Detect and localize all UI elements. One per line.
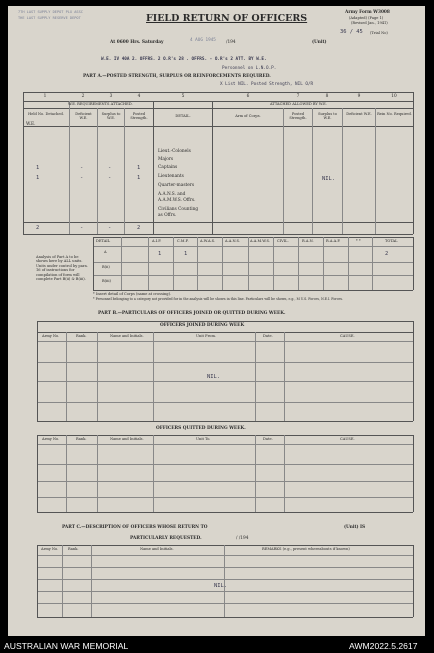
footer-source: AUSTRALIAN WAR MEMORIAL [4, 641, 129, 651]
part-b-title: PART B.—PARTICULARS OF OFFICERS JOINED OR QUITTED DURING WEEK. [98, 311, 286, 316]
detail-value-cmf: 1 [184, 251, 188, 257]
detail-heading: CIVIL. [277, 239, 289, 243]
footnote: * Personnel belonging to a category not provided for in the analysis will be shown in this line. Particulars will be shown, e.g., M U.S. Forces, N.E.I. Forces. [93, 297, 344, 301]
att-group-heading: ATTACHED ALLOWED BY W.E. [270, 102, 327, 106]
col-number: 10 [391, 94, 397, 99]
rank-label: as Offrs. [158, 213, 177, 218]
form-adapted: (Adapted) (Page 1) [349, 16, 384, 20]
form-number: 36 / 45 [340, 29, 363, 35]
detail-heading: A.W.A.S. [200, 239, 216, 243]
joined-col-heading: Name and Initials. [110, 334, 144, 338]
total-value: 2 [137, 225, 141, 231]
date-stamp: 4 AUG 1945 [190, 38, 216, 43]
quitted-col-heading: Unit To. [196, 437, 211, 441]
joined-nil: NIL. [207, 374, 220, 380]
joined-col-heading: Unit From. [196, 334, 217, 338]
nil-mark: NIL. [322, 176, 335, 182]
total-value: - [108, 225, 112, 231]
part-c-title: PART C.—DESCRIPTION OF OFFICERS WHOSE RETURN TO [62, 525, 208, 530]
part-c-subtitle: PARTICULARLY REQUESTED. [130, 536, 202, 541]
detail-heading: A.I.F. [152, 239, 162, 243]
quitted-col-heading: Date. [263, 437, 273, 441]
form-number-note: (Trial No) [370, 31, 388, 35]
col-number: 5 [181, 94, 185, 99]
detail-heading: TOTAL [385, 239, 398, 243]
detail-row-label: B(iii) [102, 279, 111, 283]
col-heading: Rein No. Required. [377, 112, 412, 116]
detail-heading: R.A.N. [302, 239, 314, 243]
joined-col-heading: Rank. [76, 334, 87, 338]
col-number: 9 [357, 94, 361, 99]
part-c-col-heading: REMARKS (e.g., present whereabouts if known) [262, 547, 350, 551]
detail-heading: R.A.A.F. [326, 239, 341, 243]
col-number: 3 [109, 94, 113, 99]
rank-label: A.A.M.W.S. Offrs. [158, 198, 196, 203]
quitted-col-heading: Name and Initials. [110, 437, 144, 441]
part-c-col-heading: Rank. [68, 547, 79, 551]
detail-note: Analysis of Part A to be shown here by ALL units. Units under control by para. 16 of instructions for compilation of form will complete Part B(ii) & B(iii). [36, 255, 88, 282]
col-number: 2 [81, 94, 85, 99]
rank-label: Quarter-masters [158, 183, 195, 188]
joined-col-heading: CAUSE. [340, 334, 355, 338]
col-heading: Posted Strength. [130, 112, 148, 120]
joined-col-heading: Date. [263, 334, 273, 338]
col-heading: Surplus to W.E. [318, 112, 337, 120]
row-value: 1 [36, 165, 40, 171]
col-number: 1 [43, 94, 47, 99]
rank-label: A.A.N.S. and [158, 192, 186, 197]
row-value: - [108, 175, 112, 181]
col-heading: Deficient W.E. [75, 112, 92, 120]
detail-row-label: A [104, 250, 107, 254]
row-value: - [108, 165, 112, 171]
quitted-col-heading: Army No. [42, 437, 60, 441]
detail-heading: DETAIL [96, 239, 111, 243]
part-c-col-heading: Name and Initials. [140, 547, 174, 551]
rank-label: Captains [158, 165, 178, 170]
we-line: W.E. IV 40A 2. OFFRS. 2 O.R's 28 . OFFRS. - O.R's 2 ATT. BY W.E. [101, 57, 267, 62]
rank-label: Lieutenants [158, 174, 184, 179]
total-value: 2 [36, 225, 40, 231]
col-heading: Arm of Corps. [235, 114, 261, 118]
row-value: 1 [36, 175, 40, 181]
col-heading: Posted Strength. [289, 112, 307, 120]
unit-stamp-line2: THE LAST SUPPLY RESERVE DEPOT [18, 16, 81, 20]
unit-label: (Unit) [312, 40, 327, 45]
year-suffix: /194 [226, 40, 236, 45]
detail-row-label: B(ii) [102, 265, 110, 269]
col-heading: DETAIL. [175, 114, 191, 118]
col-number: 7 [296, 94, 300, 99]
rank-label: Lieut.-Colonels [158, 149, 191, 154]
col-number: 6 [246, 94, 250, 99]
rank-label: Civilians Counting [158, 207, 199, 212]
col-number: 8 [325, 94, 329, 99]
col-heading: Held No. Detached. [28, 112, 64, 116]
footer-accession: AWM2022.5.2617 [349, 641, 418, 651]
part-c-nil: NIL. [214, 583, 227, 589]
part-c-date: / /194 [236, 536, 249, 541]
unit-stamp-line1: 7TH LAST SUPPLY DEPOT PLX ASSC [18, 10, 83, 14]
quitted-col-heading: Rank. [76, 437, 87, 441]
row-value: 1 [137, 165, 141, 171]
row-value: 1 [137, 175, 141, 181]
form-revised: (Revised Jan., 1941) [351, 21, 388, 25]
detail-heading: C.M.F. [177, 239, 189, 243]
part-c-unit: (Unit) IS [344, 525, 366, 530]
footnote: * Insert detail of Corps (name at crossing). [93, 292, 172, 296]
we-label: W.E. [26, 122, 36, 127]
detail-heading: A.A.N.S. [225, 239, 241, 243]
col-heading: Surplus to W.E. [101, 112, 121, 120]
part-c-col-heading: Army No. [41, 547, 59, 551]
col-heading: Deficient W.E. [346, 112, 372, 116]
form-id: Army Form W3008 [345, 10, 390, 15]
total-value: - [80, 225, 84, 231]
joined-title: OFFICERS JOINED DURING WEEK [160, 323, 245, 328]
rank-label: Majors [158, 157, 174, 162]
personnel-note: Personnel on L.N.O.P. [222, 66, 277, 71]
quitted-title: OFFICERS QUITTED DURING WEEK. [156, 426, 246, 431]
detail-heading: * * [356, 239, 361, 243]
joined-col-heading: Army No. [42, 334, 60, 338]
form-title: FIELD RETURN OF OFFICERS [146, 13, 308, 24]
detail-value-aif: 1 [158, 251, 162, 257]
row-value: - [80, 175, 84, 181]
x-list-note: X List NIL. Posted Strength, NIL O/R [220, 82, 314, 87]
we-group-heading: W.E. REQUIREMENTS ATTACHED. [68, 102, 133, 106]
row-value: - [80, 165, 84, 171]
at-line: At 0600 Hrs. Saturday [110, 40, 164, 45]
quitted-col-heading: CAUSE. [340, 437, 355, 441]
col-number: 4 [137, 94, 141, 99]
detail-value-total: 2 [385, 251, 389, 257]
detail-heading: A.A.M.W.S. [250, 239, 270, 243]
part-a-title: PART A.—POSTED STRENGTH, SURPLUS OR REINFORCEMENTS REQUIRED. [83, 74, 271, 79]
